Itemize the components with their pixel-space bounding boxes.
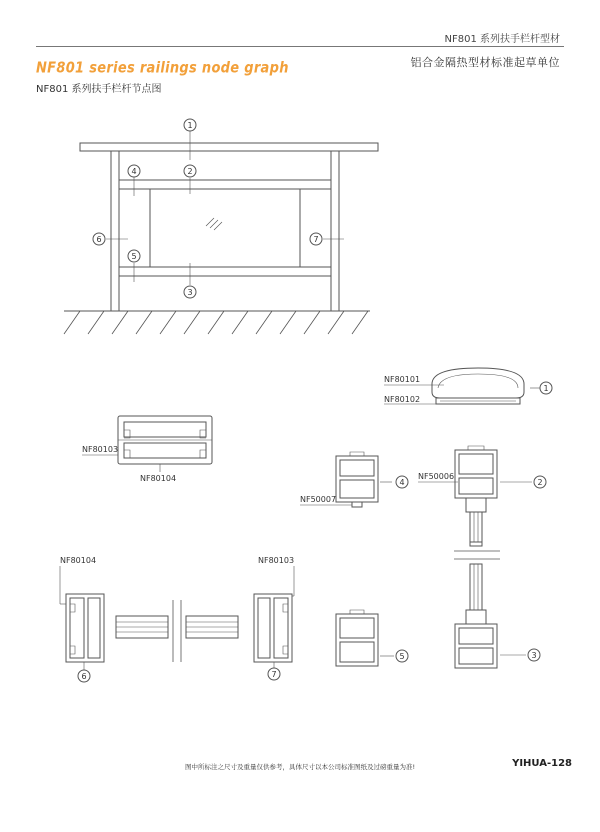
part-label-nf80104-left: NF80104 xyxy=(60,556,97,565)
part-label-nf80104: NF80104 xyxy=(140,474,177,483)
profile-7 xyxy=(254,566,294,668)
callout-6-profile-label: 6 xyxy=(81,672,87,681)
callout-2-label: 2 xyxy=(187,167,193,176)
callout-5-profile-label: 5 xyxy=(399,652,405,661)
part-label-nf50007: NF50007 xyxy=(300,495,337,504)
callout-6-label: 6 xyxy=(96,235,102,244)
ground-hatching xyxy=(64,311,368,334)
english-title: NF801 series railings node graph xyxy=(36,60,289,78)
callout-3-profile-label: 3 xyxy=(531,651,537,660)
part-label-nf80102: NF80102 xyxy=(384,395,421,404)
callout-4-profile-label: 4 xyxy=(399,478,405,487)
footer-disclaimer: 图中所标注之尺寸及重量仅供参考，具体尺寸以本公司标准图纸及过磅重量为准! xyxy=(184,763,416,771)
part-label-nf50006: NF50006 xyxy=(418,472,455,481)
callout-1-profile-label: 1 xyxy=(543,384,549,393)
callout-7-label: 7 xyxy=(313,235,319,244)
glass-section-horizontal xyxy=(116,600,238,662)
part-label-nf80101: NF80101 xyxy=(384,375,421,384)
profile-6 xyxy=(60,566,104,670)
callout-4-label: 4 xyxy=(131,167,137,176)
callout-5-label: 5 xyxy=(131,252,137,261)
profile-rail-horizontal xyxy=(82,416,212,472)
chinese-title: NF801 系列扶手栏杆节点图 xyxy=(36,84,162,95)
left-post xyxy=(111,151,119,311)
header-series-title: NF801 系列扶手栏杆型材 xyxy=(444,34,560,45)
handrail-top-rail xyxy=(80,143,378,151)
page-number: YIHUA-128 xyxy=(512,758,572,769)
callout-2-profile-label: 2 xyxy=(537,478,543,487)
part-label-nf80103-right: NF80103 xyxy=(258,556,295,565)
profile-5 xyxy=(336,610,394,666)
glass-panel xyxy=(150,189,300,267)
callout-1-label: 1 xyxy=(187,121,193,130)
callout-3-label: 3 xyxy=(187,288,193,297)
railing-elevation xyxy=(64,131,378,334)
callout-7-profile-label: 7 xyxy=(271,670,277,679)
right-post xyxy=(331,151,339,311)
lower-glass-rail xyxy=(119,267,331,276)
header-company-tagline: 铝合金隔热型材标准起草单位 xyxy=(410,56,560,69)
upper-glass-rail xyxy=(119,180,331,189)
part-label-nf80103: NF80103 xyxy=(82,445,119,454)
